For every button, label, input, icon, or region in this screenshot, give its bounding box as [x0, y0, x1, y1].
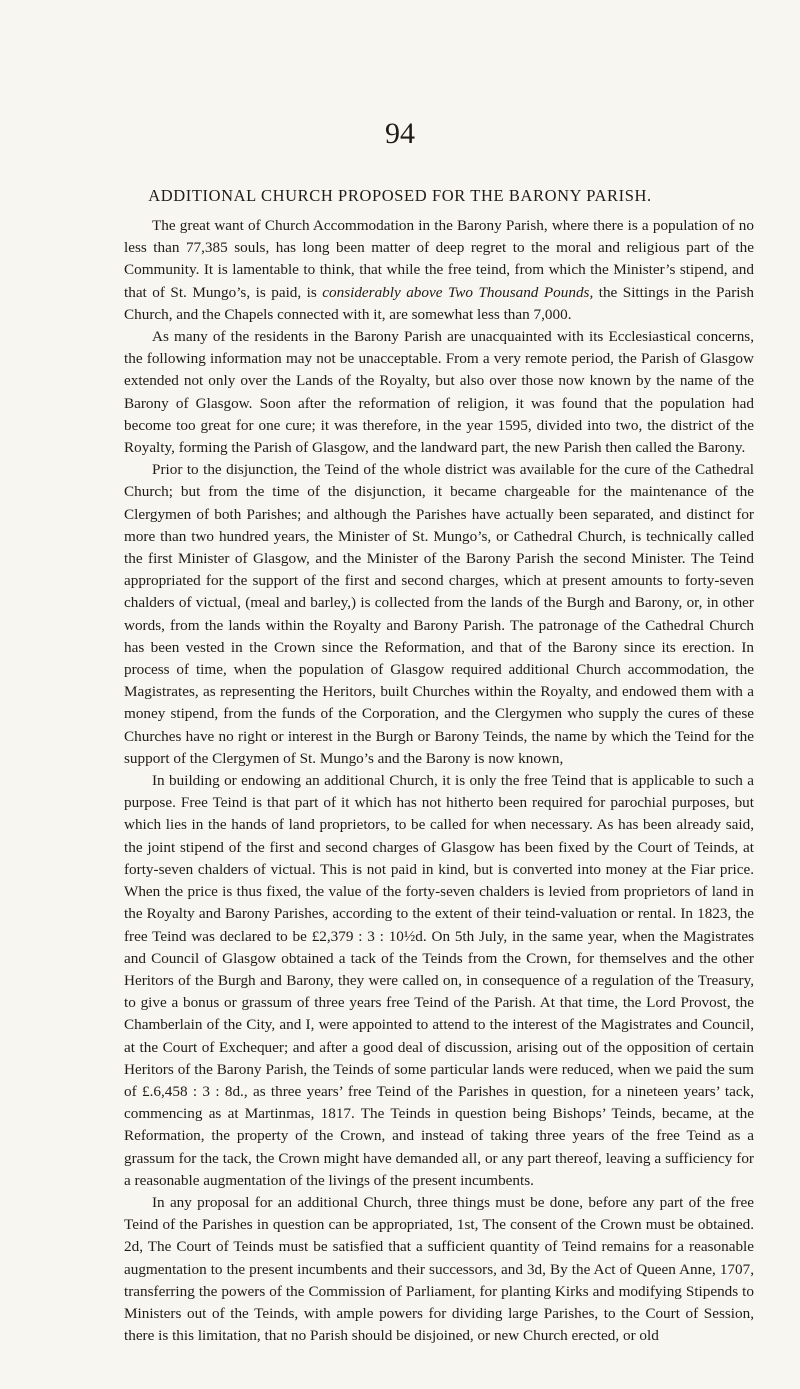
paragraph-1-text-end: the Sittings in the Parish Church, and the Chapels connected with it, are somewhat less than 7,000. — [124, 283, 754, 323]
page-number: 94 — [385, 117, 415, 150]
page-heading: ADDITIONAL CHURCH PROPOSED FOR THE BARONY PARISH. — [148, 186, 652, 205]
paragraph-1-emphasis: considerably above Two Thousand Pounds, — [322, 283, 594, 301]
paragraph-4: In building or endowing an additional Church, it is only the free Teind that is applicable to such a purpose. Free Teind is that part of it which has not hitherto been required for parochial purposes, but which lies in the hands of land proprietors, to be called for when necessary. As has been already said, the joint stipend of the first and second charges of Glasgow has been fixed by the Court of Teinds, at forty-seven chalders of victual. This is not paid in kind, but is converted into money at the Fiar price. When the price is thus fixed, the value of the forty-seven chalders is levied from proprietors of land in the Royalty and Barony Parishes, according to the extent of their teind-valuation or rental. In 1823, the free Teind was declared to be £2,379 : 3 : 10½d. On 5th July, in the same year, when the Magistrates and Council of Glasgow obtained a tack of the Teinds from the Crown, for themselves and the other Heritors of the Burgh and Barony, they were called on, in consequence of a regulation of the Treasury, to give a bonus or grassum of three years free Teind of the Parish. At that time, the Lord Provost, the Chamberlain of the City, and I, were appointed to attend to the interest of the Magistrates and Council, at the Court of Exchequer; and after a good deal of discussion, arising out of the opposition of certain Heritors of the Barony Parish, the Teinds of some particular lands were reduced, when we paid the sum of £.6,458 : 3 : 8d., as three years’ free Teind of the Parishes in question, for a nineteen years’ tack, commencing as at Martinmas, 1817. The Teinds in question being Bishops’ Teinds, became, at the Reformation, the property of the Crown, and instead of taking three years of the free Teind as a grassum for the tack, the Crown might have demanded all, or any part thereof, leaving a sufficiency for a reasonable augmentation of the livings of the present incumbents. — [124, 772, 754, 1189]
paragraph-2: As many of the residents in the Barony Parish are unacquainted with its Ecclesiastical concerns, the following information may not be unacceptable. From a very remote period, the Parish of Glasgow extended not only over the Lands of the Royalty, but also over those now known by the name of the Barony of Glasgow. Soon after the reformation of religion, it was found that the population had become too great for one cure; it was therefore, in the year 1595, divided into two, the district of the Royalty, forming the Parish of Glasgow, and the landward part, the new Parish then called the Barony. — [124, 328, 754, 457]
paragraph-1 — [124, 215, 754, 326]
paragraph-3: Prior to the disjunction, the Teind of the whole district was available for the cure of the Cathedral Church; but from the time of the disjunction, it became chargeable for the maintenance of the Clergymen of both Parishes; and although the Parishes have actually been separated, and distinct for more than two hundred years, the Minister of St. Mungo’s, or Cathedral Church, is technically called the first Minister of Glasgow, and the Minister of the Barony Parish the second Minister. The Teind appropriated for the support of the first and second charges, which at present amounts to forty-seven chalders of victual, (meal and barley,) is collected from the lands of the Burgh and Barony, or, in other words, from the lands within the Royalty and Barony Parish. The patronage of the Cathedral Church has been vested in the Crown since the Reformation, and that of the Barony since its erection. In process of time, when the population of Glasgow required additional Church accommodation, the Magistrates, as representing the Heritors, built Churches within the Royalty, and endowed them with a money stipend, from the funds of the Corporation, and the Clergymen who supply the cures of these Churches have no right or interest in the Burgh or Barony Teinds, the name by which the Teind for the support of the Clergymen of St. Mungo’s and the Barony is now known, — [124, 461, 754, 767]
body-text — [124, 215, 754, 1347]
paragraph-1-text-start: The great want of Church Accommodation in the Barony Parish, where there is a population of no less than 77,385 souls, has long been matter of deep regret to the moral and religious part of the Community. It is lamentable to think, that while the free teind, from which the Minister’s stipend, and that of St. Mungo’s, is paid, is — [124, 217, 754, 301]
paragraph-5: In any proposal for an additional Church, three things must be done, before any part of the free Teind of the Parishes in question can be appropriated, 1st, The consent of the Crown must be obtained. 2d, The Court of Teinds must be satisfied that a sufficient quantity of Teind remains for a reasonable augmentation to the present incumbents and their successors, and 3d, By the Act of Queen Anne, 1707, transferring the powers of the Commission of Parliament, for planting Kirks and modifying Stipends to Ministers out of the Teinds, with ample powers for dividing large Parishes, to the Court of Session, there is this limitation, that no Parish should be disjoined, or new Church erected, or old — [124, 1193, 754, 1345]
